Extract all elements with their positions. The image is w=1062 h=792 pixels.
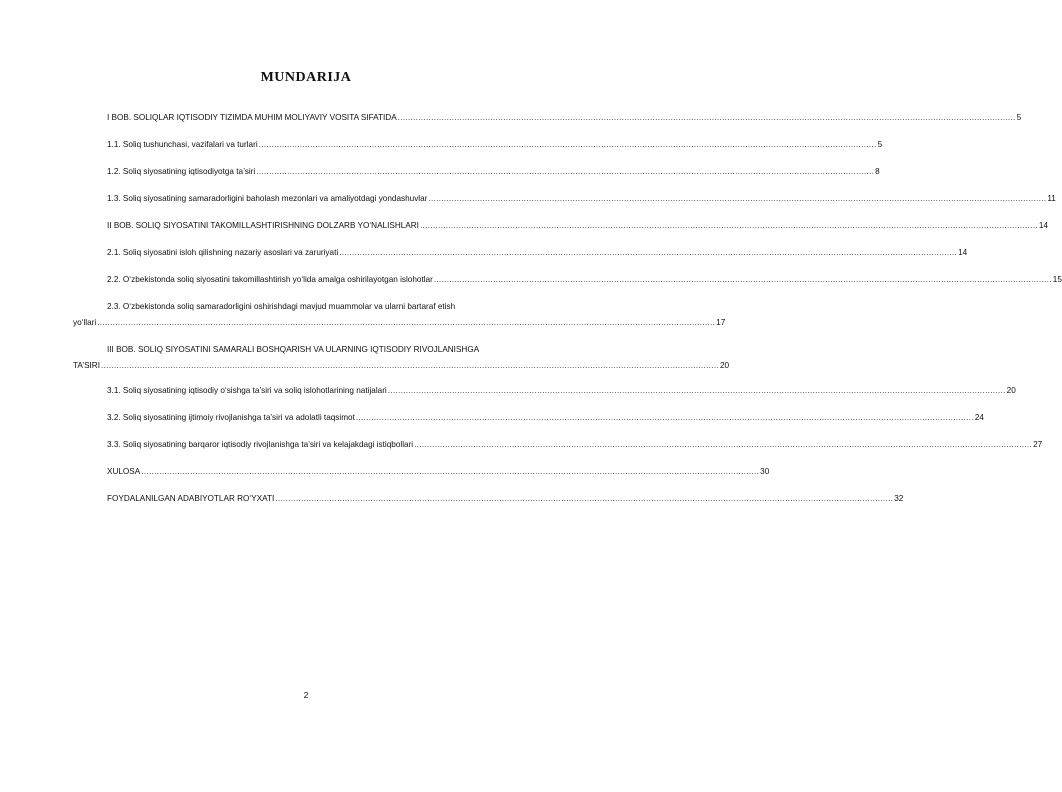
toc-entry-text: 3.2. Soliq siyosatining ijtimoiy rivojlanishga ta’siri va adolatli taqsimot xyxy=(107,413,355,422)
toc-entry-page: 8 xyxy=(875,167,880,176)
leader-dots xyxy=(339,245,957,261)
page-number: 2 xyxy=(303,690,309,700)
toc-entry-page: 32 xyxy=(894,494,904,503)
toc-entry-text: III BOB. SOLIQ SIYOSATINI SAMARALI BOSHQARISH VA ULARNING IQTISODIY RIVOJLANISHGA xyxy=(107,345,480,354)
toc-title: MUNDARIJA xyxy=(260,70,352,85)
toc-entry-1-3[interactable] xyxy=(107,191,1056,207)
toc-entry-page: 24 xyxy=(974,413,984,422)
toc-entry-chapter-3[interactable] xyxy=(73,342,730,374)
toc-entry-page: 15 xyxy=(1052,275,1062,284)
leader-dots xyxy=(356,410,974,426)
toc-entry-page: 5 xyxy=(877,140,883,149)
toc-entry-text: 3.3. Soliq siyosatining barqaror iqtisodiy rivojlanishga ta’siri va kelajakdagi istiqbollari xyxy=(107,440,414,449)
toc-entry-3-3[interactable] xyxy=(107,437,1043,453)
toc-entry-text: FOYDALANILGAN ADABIYOTLAR RO‘YXATI xyxy=(107,494,275,503)
toc-entry-page: 17 xyxy=(716,318,726,327)
toc-entry-3-2[interactable] xyxy=(107,410,984,426)
toc-entry-text: 1.2. Soliq siyosatining iqtisodiyotga ta’siri xyxy=(107,167,256,176)
toc-entry-page: 11 xyxy=(1047,194,1056,203)
toc-entry-page: 14 xyxy=(958,248,968,257)
toc-entry-text: 1.3. Soliq siyosatining samaradorligini baholash mezonlari va amaliyotdagi yondashuvlar xyxy=(107,194,428,203)
toc-entry-text: 2.1. Soliq siyosatini isloh qilishning nazariy asoslari va zaruriyati xyxy=(107,248,339,257)
toc-entry-page: 14 xyxy=(1038,221,1049,230)
toc-entry-text: 2.3. O‘zbekistonda soliq samaradorligini oshirishdagi mavjud muammolar va ularni bartaraf etish xyxy=(107,302,456,311)
leader-dots xyxy=(101,358,719,374)
toc-entry-text: XULOSA xyxy=(107,467,141,476)
toc-entry-chapter-2[interactable] xyxy=(107,218,1049,234)
toc-entry-text: 1.1. Soliq tushunchasi, vazifalari va turlari xyxy=(107,140,258,149)
toc-entry-2-1[interactable] xyxy=(107,245,968,261)
toc-entry-1-2[interactable] xyxy=(107,164,880,180)
leader-dots xyxy=(97,315,715,331)
toc-entry-text-continued: yo‘llari xyxy=(73,318,97,327)
toc-entry-page: 20 xyxy=(719,361,730,370)
toc-entry-text-continued: TA’SIRI xyxy=(73,361,100,370)
toc-entry-2-3[interactable] xyxy=(73,299,726,331)
leader-dots xyxy=(275,491,893,507)
toc-entry-conclusion[interactable] xyxy=(107,464,770,480)
toc-entry-text: II BOB. SOLIQ SIYOSATINI TAKOMILLASHTIRISHNING DOLZARB YO‘NALISHLARI xyxy=(107,221,419,230)
leader-dots xyxy=(420,218,1038,234)
leader-dots xyxy=(141,464,759,480)
toc-entry-page: 20 xyxy=(1006,386,1016,395)
toc-entry-1-1[interactable] xyxy=(107,137,883,153)
toc-entry-page: 30 xyxy=(760,467,770,476)
toc-entry-2-2[interactable] xyxy=(107,272,1062,288)
leader-dots xyxy=(414,437,1032,453)
leader-dots xyxy=(388,383,1006,399)
toc-entry-text: 2.2. O‘zbekistonda soliq siyosatini takomillashtirish yo‘lida amalga oshirilayotgan islohotlar xyxy=(107,275,433,284)
toc-entry-page: 27 xyxy=(1033,440,1043,449)
toc-entry-text: 3.1. Soliq siyosatining iqtisodiy o‘sishga ta’siri va soliq islohotlarining natijalari xyxy=(107,386,387,395)
leader-dots xyxy=(434,272,1052,288)
leader-dots xyxy=(256,164,874,180)
toc-entry-chapter-1[interactable] xyxy=(107,110,1022,126)
leader-dots xyxy=(259,137,877,153)
toc-entry-page: 5 xyxy=(1016,113,1022,122)
toc-entry-3-1[interactable] xyxy=(107,383,1016,399)
toc-entry-text: I BOB. SOLIQLAR IQTISODIY TIZIMDA MUHIM MOLIYAVIY VOSITA SIFATIDA xyxy=(107,113,397,122)
toc-entry-references[interactable] xyxy=(107,491,904,507)
leader-dots xyxy=(398,110,1016,126)
leader-dots xyxy=(428,191,1046,207)
